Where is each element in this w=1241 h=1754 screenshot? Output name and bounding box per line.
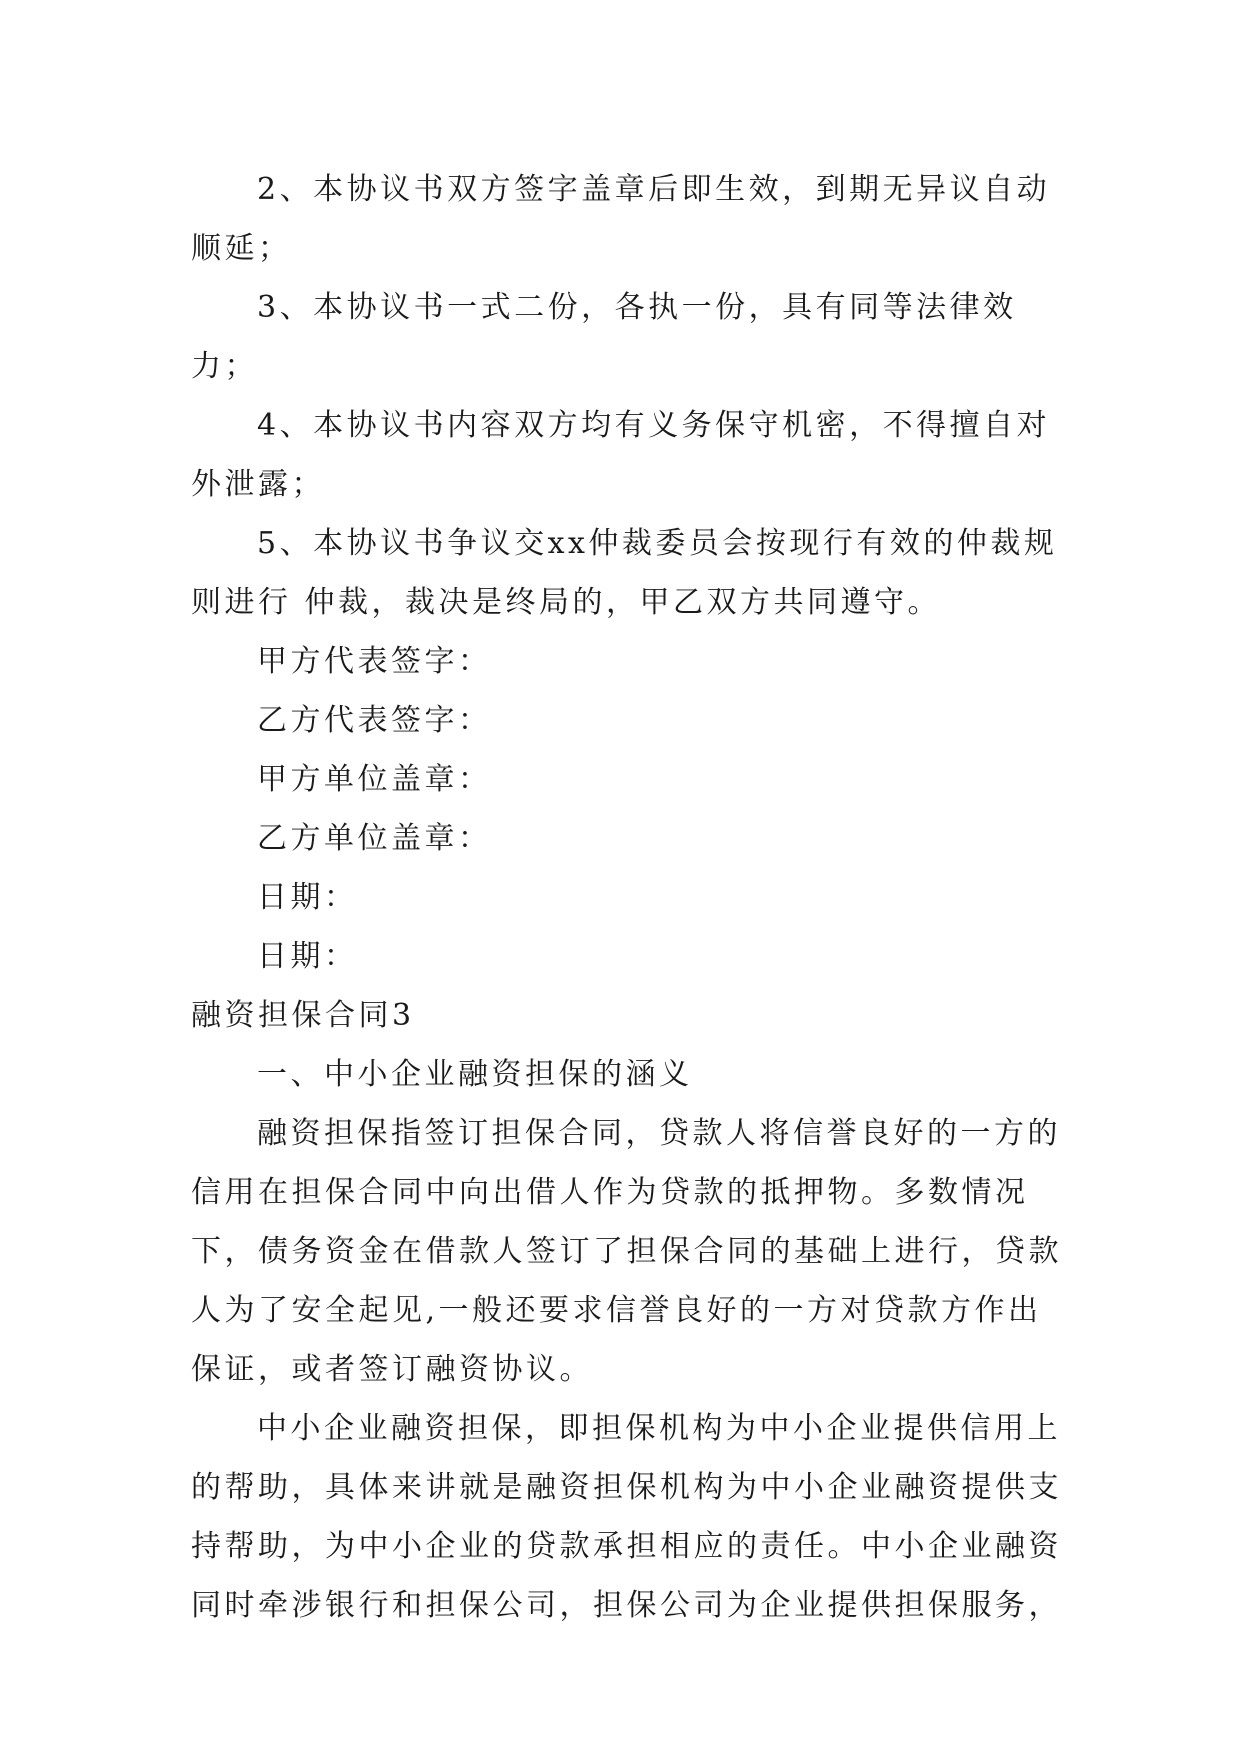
section-paragraph-2: 中小企业融资担保，即担保机构为中小企业提供信用上的帮助，具体来讲就是融资担保机构为中小企业融资提供支持帮助，为中小企业的贷款承担相应的责任。中小企业融资同时牵涉银行和担保公司，担保公司为企业提供担保服务， — [191, 1411, 1062, 1623]
document-page — [191, 160, 1071, 1635]
clause-3: 3、本协议书一式二份，各执一份，具有同等法律效力； — [191, 290, 1017, 384]
clause-4: 4、本协议书内容双方均有义务保守机密，不得擅自对外泄露； — [191, 408, 1051, 502]
section-paragraph-1: 融资担保指签订担保合同，贷款人将信誉良好的一方的信用在担保合同中向出借人作为贷款的抵押物。多数情况下，债务资金在借款人签订了担保合同的基础上进行，贷款人为了安全起见,一般还要求信誉良好的一方对贷款方作出保证，或者签订融资协议。 — [191, 1116, 1062, 1387]
date-line-b: 日期： — [257, 939, 358, 974]
section-subheading: 一、中小企业融资担保的涵义 — [257, 1057, 693, 1092]
party-b-seal-line: 乙方单位盖章： — [257, 821, 492, 856]
party-b-signature-line: 乙方代表签字： — [257, 703, 492, 738]
clause-2: 2、本协议书双方签字盖章后即生效，到期无异议自动顺延； — [191, 172, 1051, 266]
clause-5: 5、本协议书争议交xx仲裁委员会按现行有效的仲裁规则进行 仲裁，裁决是终局的，甲乙双方共同遵守。 — [191, 526, 1058, 620]
party-a-signature-line: 甲方代表签字： — [257, 644, 492, 679]
section-title: 融资担保合同3 — [191, 998, 415, 1033]
date-line-a: 日期： — [257, 880, 358, 915]
party-a-seal-line: 甲方单位盖章： — [257, 762, 492, 797]
